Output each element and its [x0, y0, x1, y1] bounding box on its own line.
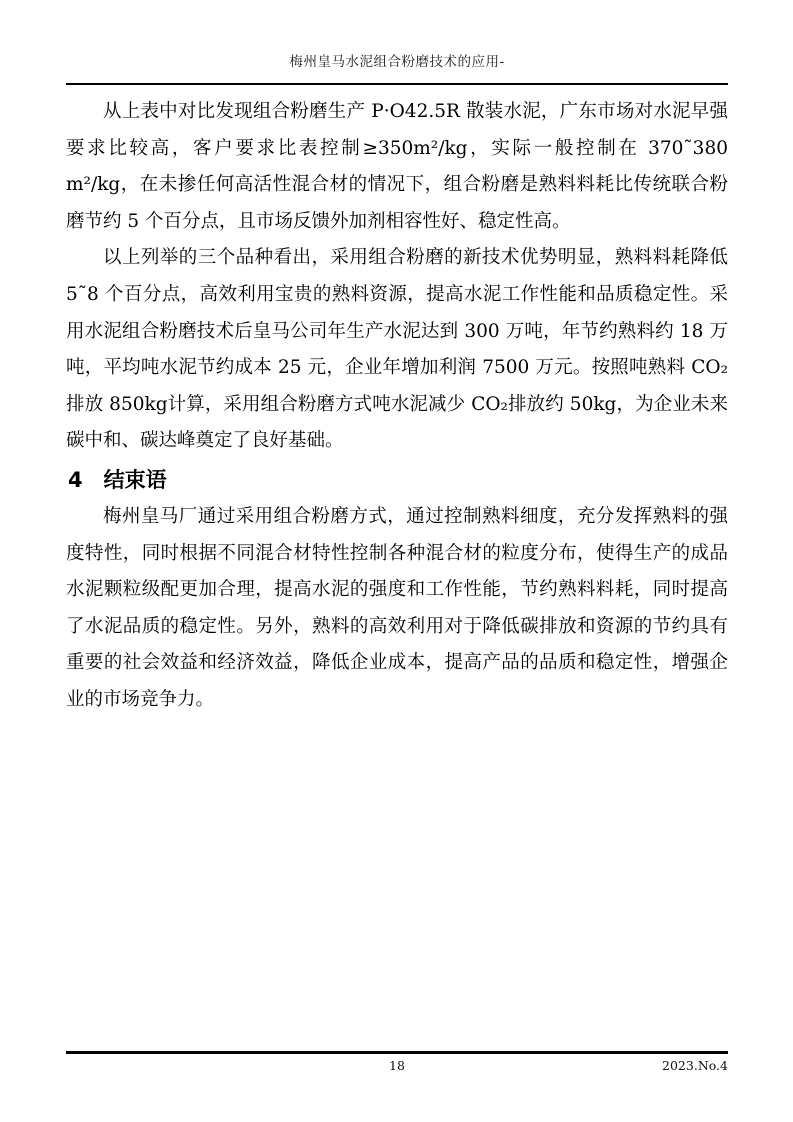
page-number: 18: [389, 1058, 405, 1073]
section-heading-conclusion: 4 结束语: [68, 467, 167, 492]
issue-number: 2023.No.4: [662, 1058, 728, 1073]
body-paragraph: 从上表中对比发现组合粉磨生产 P·O42.5R 散装水泥，广东市场对水泥早强要求比较高，客户要求比表控制≥350m²/kg，实际一般控制在 370˜380 m²/kg，在未掺任何高活性混合材的情况下，组合粉磨是熟料料耗比传统联合粉磨节约 5 个百分点，且市场反馈外加剂相容性好、稳定性高。: [66, 101, 728, 232]
body-paragraph: 以上列举的三个品种看出，采用组合粉磨的新技术优势明显，熟料料耗降低 5˜8 个百分点，高效利用宝贵的熟料资源，提高水泥工作性能和品质稳定性。采用水泥组合粉磨技术后皇马公司年生产水泥达到 300 万吨，年节约熟料约 18 万吨，平均吨水泥节约成本 25 元，企业年增加利润 7500 万元。按照吨熟料 CO₂排放 850kg计算，采用组合粉磨方式吨水泥减少 CO₂排放约 50kg，为企业未来碳中和、碳达峰奠定了良好基础。: [66, 247, 728, 452]
running-head-title: 梅州皇马水泥组合粉磨技术的应用-: [289, 54, 505, 70]
page-footer: [66, 1051, 728, 1073]
footer-row: [66, 1058, 728, 1073]
conclusion-paragraph: 梅州皇马厂通过采用组合粉磨方式，通过控制熟料细度，充分发挥熟料的强度特性，同时根据不同混合材特性控制各种混合材的粒度分布，使得生产的成品水泥颗粒级配更加合理，提高水泥的强度和工作性能，节约熟料料耗，同时提高了水泥品质的稳定性。另外，熟料的高效利用对于降低碳排放和资源的节约具有重要的社会效益和经济效益，降低企业成本，提高产品的品质和稳定性，增强企业的市场竞争力。: [66, 505, 728, 710]
page-header: [66, 0, 728, 85]
page-body: [66, 94, 728, 719]
header-rule: [66, 83, 728, 85]
